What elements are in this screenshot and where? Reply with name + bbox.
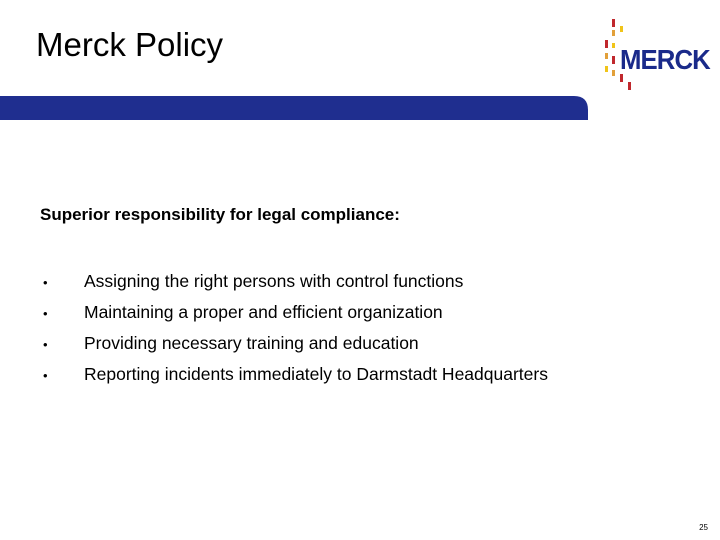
slide-content [40,205,690,395]
logo-wordmark: MERCK [620,44,710,75]
list-item [40,302,690,333]
bullet-icon: • [43,368,48,383]
slide-title: Merck Policy [36,26,224,63]
bullet-icon: • [43,306,48,321]
bullet-list [40,271,690,395]
list-item-text: Assigning the right persons with control functions [84,271,464,291]
list-item-text: Reporting incidents immediately to Darmstadt Headquarters [84,364,548,384]
list-item [40,271,690,302]
list-item-text: Providing necessary training and education [84,333,419,353]
list-item [40,333,690,364]
list-item [40,364,690,395]
bullet-icon: • [43,337,48,352]
list-item-text: Maintaining a proper and efficient organization [84,302,443,322]
content-heading: Superior responsibility for legal compliance: [40,205,400,224]
merck-logo [600,18,712,92]
page-number: 25 [699,523,708,532]
bullet-icon: • [43,275,48,290]
title-band [0,96,588,120]
